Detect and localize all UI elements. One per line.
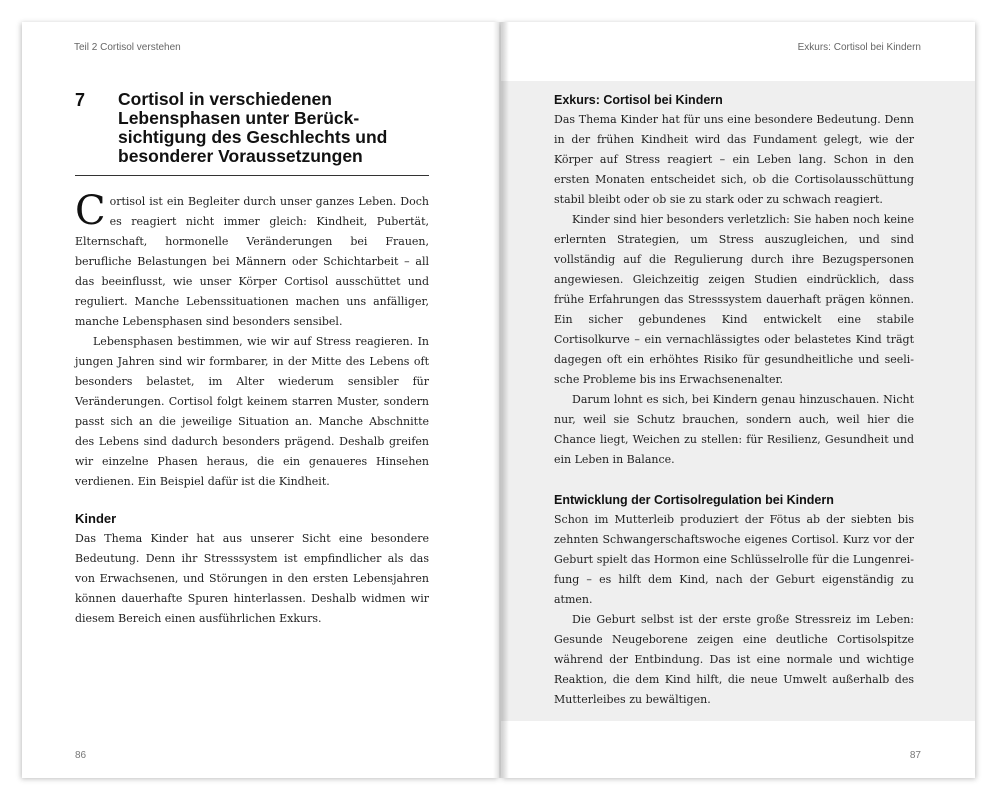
intro-paragraph-1 — [75, 188, 429, 332]
book-gutter — [493, 22, 509, 778]
kinder-paragraph: Das Thema Kinder hat aus unserer Sicht eine besondere Bedeutung. Denn ihr Stresssystem ist empfindlicher als das von Erwachsenen, und Störungen in den ersten Lebensjahren können dauerhafte Spuren hinterlassen. Deshalb widmen wir diesem Bereich einen ausführlichen Exkurs. — [75, 532, 429, 625]
excursus-heading: Exkurs: Cortisol bei Kindern — [554, 93, 723, 107]
development-paragraph-2: Die Geburt selbst ist der erste große Stressreiz im Leben: Gesunde Neugeborene zeigen eine deutliche Cortisolspitze während der Entbindung. Das ist eine normale und wichtige Reaktion, die dem Kind hilft, die neue Umwelt außerhalb des Mutterleibes zu bewältigen. — [554, 613, 914, 706]
intro-text — [75, 188, 429, 492]
page-number-right: 87 — [909, 750, 921, 761]
development-heading: Entwicklung der Cortisolregulation bei Kindern — [554, 493, 834, 507]
kinder-heading: Kinder — [75, 511, 117, 526]
kinder-section — [75, 509, 429, 629]
excursus-paragraph-1: Das Thema Kinder hat für uns eine besondere Bedeutung. Denn in der frühen Kindheit wird das Fundament gelegt, wie der Körper auf Stress reagiert – ein Leben lang. Schon in den ersten Monaten entscheidet sich, ob die Cortisolausschüttung stabil bleibt oder ob sie zu stark oder zu schwach reagiert. — [554, 113, 914, 206]
running-head-right: Exkurs: Cortisol bei Kindern — [797, 42, 921, 53]
excursus-box — [554, 90, 914, 710]
page-number-left: 86 — [75, 750, 87, 761]
excursus-paragraph-2: Kinder sind hier besonders verletzlich: Sie haben noch keine erlernten Strategien, um Stress auszugleichen, und sind vollständig auf die Regulierung durch ihre Bezugspersonen angewiesen. Gleichzeitig zeigen Studien eindrücklich, dass frühe Erfahrungen das Stresssystem dauerhaft prägen können. Ein sicher gebundenes Kind entwickelt eine stabile Cortisolkurve – ein vernachlässigtes oder belastetes Kind trägt dagegen oft ein erhöhtes Risiko für gesundheitliche und seelische Probleme bis ins Erwachsenenalter. — [554, 213, 914, 386]
drop-cap: C — [75, 188, 106, 234]
section-spacer — [554, 470, 914, 490]
running-head-left: Teil 2 Cortisol verstehen — [74, 42, 181, 53]
chapter-rule — [75, 175, 429, 176]
intro-paragraph-1-text: ortisol ist ein Begleiter durch unser ganzes Leben. Doch es reagiert nicht immer gleich: Kindheit, Pubertät, Elternschaft, hormonelle Veränderungen bei Frauen, berufliche Belastungen bei Männern oder Schichtarbeit – all das beeinflusst, wie unser Körper Cortisol ausschüttet und reguliert. Manche Lebenssituationen machen uns anfälliger, manche Lebensphasen sind besonders sensibel. — [75, 195, 429, 328]
intro-paragraph-2: Lebensphasen bestimmen, wie wir auf Stress reagieren. In jungen Jahren sind wir formbarer, in der Mitte des Lebens oft besonders belastet, im Alter wiederum sensibler für Veränderungen. Cortisol folgt keinem starren Muster, sondern passt sich an die jeweilige Situation an. Manche Abschnitte des Lebens sind dadurch besonders prägend. Deshalb greifen wir einzelne Phasen heraus, die ein genaueres Hinsehen verdienen. Ein Beispiel dafür ist die Kindheit. — [75, 335, 429, 488]
left-page — [22, 22, 499, 778]
chapter-title: Cortisol in verschiedenen Lebensphasen unter Berücksichtigung des Geschlechts und besonderer Voraussetzungen — [118, 89, 388, 166]
chapter-number: 7 — [75, 90, 86, 110]
right-page — [501, 22, 975, 778]
excursus-paragraph-3: Darum lohnt es sich, bei Kindern genau hinzuschauen. Nicht nur, weil sie Schutz brauchen, sondern auch, weil hier die Chance liegt, Weichen zu stellen: für Resilienz, Gesundheit und ein Leben in Balance. — [554, 393, 914, 466]
development-paragraph-1: Schon im Mutterleib produziert der Fötus ab der siebten bis zehnten Schwangerschaftswoche eigenes Cortisol. Kurz vor der Geburt spielt das Hormon eine Schlüsselrolle für die Lungenreifung – es hilft dem Kind, nach der Geburt eigenständig zu atmen. — [554, 513, 914, 606]
